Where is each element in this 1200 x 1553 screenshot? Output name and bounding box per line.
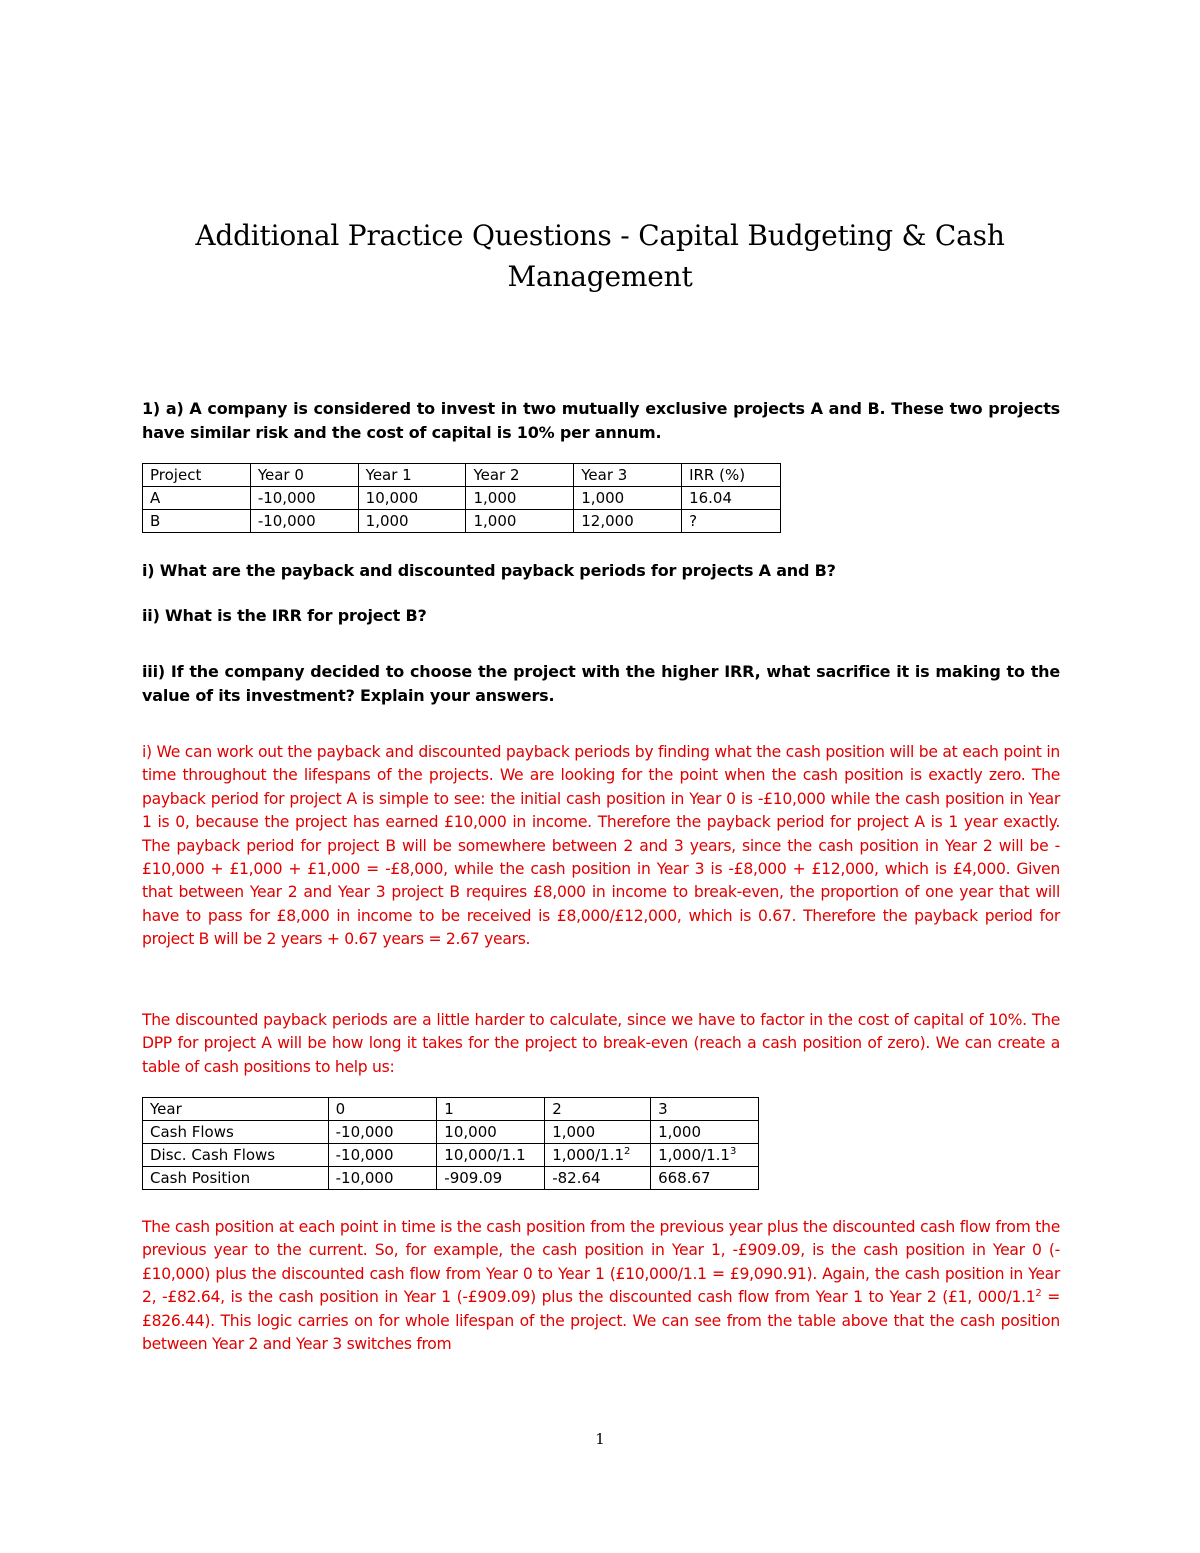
table-row <box>143 510 781 533</box>
table-row <box>143 1167 759 1190</box>
cell-base: 1,000/1.1 <box>552 1146 625 1164</box>
table-cell: 668.67 <box>651 1167 759 1190</box>
table-cell: 16.04 <box>682 487 781 510</box>
table-cell: 3 <box>651 1098 759 1121</box>
table-row <box>143 487 781 510</box>
question-1a-intro: 1) a) A company is considered to invest in two mutually exclusive projects A and B. These two projects have similar risk and the cost of capital is 10% per annum. <box>142 399 1060 442</box>
table-row <box>143 1121 759 1144</box>
cell-exponent: 2 <box>624 1146 631 1157</box>
table-header-row <box>143 1098 759 1121</box>
table-cell: Year <box>143 1098 329 1121</box>
table-cell: 1 <box>437 1098 545 1121</box>
table-cell: Year 2 <box>466 464 574 487</box>
table-cell: Disc. Cash Flows <box>143 1144 329 1167</box>
table-cell: IRR (%) <box>682 464 781 487</box>
table-cell: -10,000 <box>250 510 358 533</box>
table-cell: 1,000 <box>545 1121 651 1144</box>
table-header-row <box>143 464 781 487</box>
table-cell: -10,000 <box>328 1144 437 1167</box>
table-cell: B <box>143 510 251 533</box>
table-cell: 2 <box>545 1098 651 1121</box>
exponent: 2 <box>1035 1288 1042 1300</box>
table-cell: 1,000 <box>358 510 466 533</box>
table-cell: 1,000 <box>651 1121 759 1144</box>
question-iii: iii) If the company decided to choose the project with the higher IRR, what sacrifice it is making to the value of its investment? Explain your answers. <box>142 662 1060 705</box>
table-cell: 1,000 <box>574 487 682 510</box>
question-ii: ii) What is the IRR for project B? <box>142 606 427 625</box>
table-cell: 10,000 <box>358 487 466 510</box>
table-cell: 10,000 <box>437 1121 545 1144</box>
table-cell: -909.09 <box>437 1167 545 1190</box>
table-cell: Year 0 <box>250 464 358 487</box>
table-cell <box>651 1144 759 1167</box>
cell-base: 1,000/1.1 <box>658 1146 730 1164</box>
cash-position-table <box>142 1097 759 1190</box>
table-cell: Year 1 <box>358 464 466 487</box>
answer-text: = £826.44). This logic carries on for whole lifespan of the project. We can see from the table above that the cash position between Year 2 and Year 3 switches from <box>142 1288 1060 1354</box>
answer-text: The cash position at each point in time is the cash position from the previous year plus the discounted cash flow from the previous year to the current. So, for example, the cash position in Year 1, -£909.09, is the cash position in Year 0 (-£10,000) plus the discounted cash flow from Year 0 to Year 1 (£10,000/1.1 = £9,090.91). Again, the cash position in Year 2, -£82.64, is the cash position in Year 1 (-£909.09) plus the discounted cash flow from Year 1 to Year 2 (£1, 000/1.1 <box>142 1218 1060 1307</box>
table-cell: 0 <box>328 1098 437 1121</box>
table-cell: Cash Position <box>143 1167 329 1190</box>
page-title: Additional Practice Questions - Capital Budgeting & Cash Management <box>195 219 1005 293</box>
answer-paragraph-3 <box>142 1216 1060 1356</box>
answer-paragraph-2: The discounted payback periods are a little harder to calculate, since we have to factor in the cost of capital of 10%. The DPP for project A will be how long it takes for the project to break-even (reach a cash position of zero). We can create a table of cash positions to help us: <box>142 1011 1060 1076</box>
table-cell: Cash Flows <box>143 1121 329 1144</box>
page-number: 1 <box>595 1430 605 1448</box>
cell-exponent: 3 <box>729 1146 737 1157</box>
table-cell: ? <box>682 510 781 533</box>
table-cell: A <box>143 487 251 510</box>
table-cell: 12,000 <box>574 510 682 533</box>
table-row <box>143 1144 759 1167</box>
question-i: i) What are the payback and discounted payback periods for projects A and B? <box>142 561 836 580</box>
table-cell: -82.64 <box>545 1167 651 1190</box>
projects-table <box>142 463 781 533</box>
table-cell: -10,000 <box>328 1121 437 1144</box>
table-cell <box>545 1144 651 1167</box>
table-cell: -10,000 <box>328 1167 437 1190</box>
table-cell: 1,000 <box>466 510 574 533</box>
table-cell: 1,000 <box>466 487 574 510</box>
answer-paragraph-1: i) We can work out the payback and discounted payback periods by finding what the cash position will be at each point in time throughout the lifespans of the projects. We are looking for the point when the cash position is exactly zero. The payback period for project A is simple to see: the initial cash position in Year 0 is -£10,000 while the cash position in Year 1 is 0, because the project has earned £10,000 in income. Therefore the payback period for project A is 1 year exactly. The payback period for project B will be somewhere between 2 and 3 years, since the cash position in Year 2 will be -£10,000 + £1,000 + £1,000 = -£8,000, while the cash position in Year 3 is -£8,000 + £12,000, which is £4,000. Given that between Year 2 and Year 3 project B requires £8,000 in income to break-even, the proportion of one year that will have to pass for £8,000 in income to be received is £8,000/£12,000, which is 0.67. Therefore the payback period for project B will be 2 years + 0.67 years = 2.67 years. <box>142 743 1060 949</box>
table-cell: Project <box>143 464 251 487</box>
table-cell: -10,000 <box>250 487 358 510</box>
table-cell: Year 3 <box>574 464 682 487</box>
table-cell: 10,000/1.1 <box>437 1144 545 1167</box>
